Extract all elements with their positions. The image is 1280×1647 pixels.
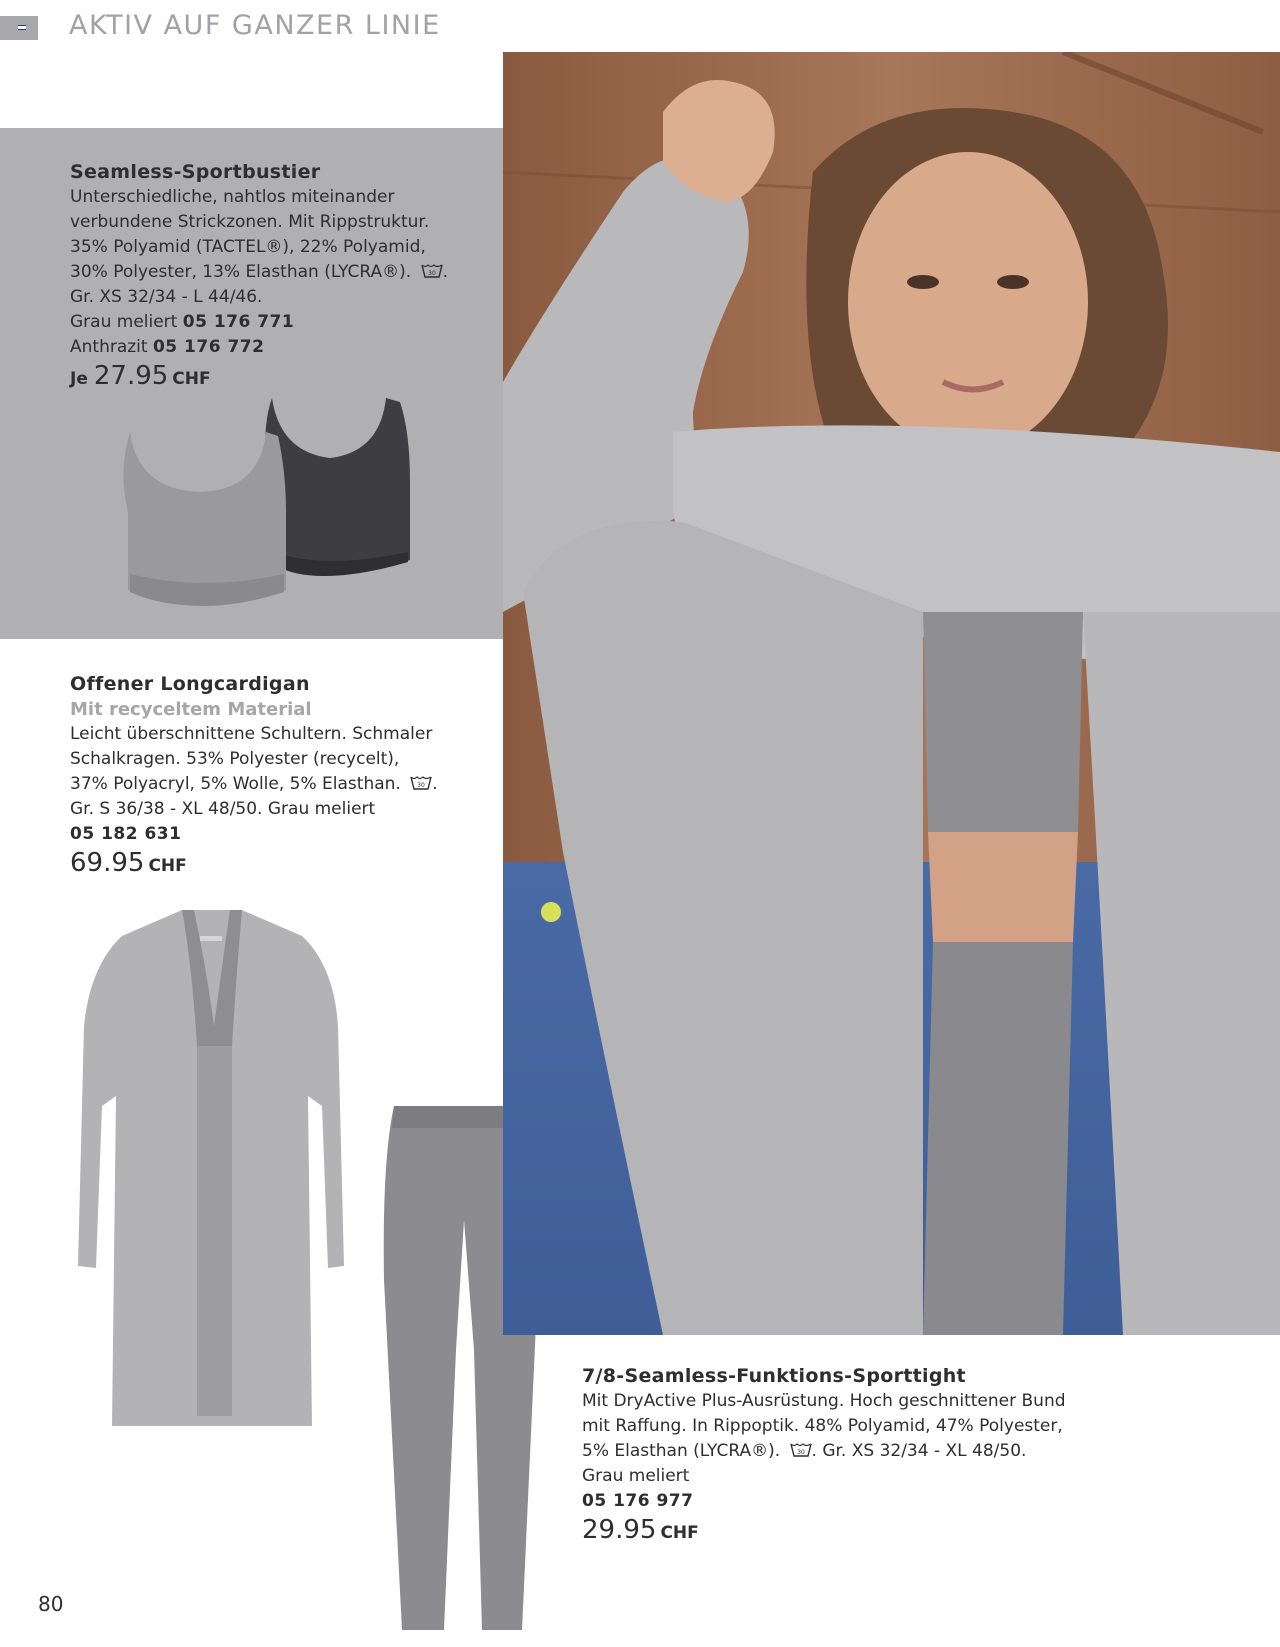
price-value: 27.95 [93, 361, 169, 391]
price-currency: CHF [172, 369, 211, 389]
tight-desc-3b: . Gr. XS 32/34 - XL 48/50. [811, 1441, 1027, 1461]
bustier-desc-4-end: . [442, 262, 448, 282]
wash-30-icon [790, 1442, 812, 1458]
cardigan-desc-1: Leicht überschnittene Schultern. Schmaler [70, 724, 433, 744]
cardigan-desc-3: 37% Polyacryl, 5% Wolle, 5% Elasthan. [70, 774, 401, 794]
cardigan-desc-3-end: . [432, 774, 438, 794]
cardigan-desc-2: Schalkragen. 53% Polyester (recycelt), [70, 749, 400, 769]
tight-desc-3-row [582, 1439, 1066, 1464]
bustier-product-image [110, 392, 440, 610]
bustier-price [70, 361, 448, 392]
tight-info [582, 1364, 1066, 1546]
wash-temp-label: 30 [417, 782, 426, 789]
price-value: 69.95 [70, 848, 145, 878]
tight-title: 7/8-Seamless-Funktions-Sporttight [582, 1365, 966, 1387]
bustier-variant-2 [70, 335, 448, 360]
price-value: 29.95 [582, 1515, 657, 1545]
bustier-info [70, 160, 448, 392]
tight-price [582, 1515, 1066, 1546]
bustier-desc-3: 35% Polyamid (TACTEL®), 22% Polyamid, [70, 237, 426, 257]
variant-label: Anthrazit [70, 337, 148, 357]
bustier-desc-4: 30% Polyester, 13% Elasthan (LYCRA®). [70, 262, 412, 282]
tight-desc-4: Grau meliert [582, 1466, 690, 1486]
section-title: AKTIV AUF GANZER LINIE [69, 10, 441, 41]
page-number: 80 [38, 1592, 64, 1616]
cardigan-product-image [72, 906, 352, 1431]
tight-desc-1: Mit DryActive Plus-Ausrüstung. Hoch geschnittener Bund [582, 1391, 1066, 1411]
price-currency: CHF [660, 1523, 699, 1543]
bustier-desc-1: Unterschiedliche, nahtlos miteinander [70, 187, 395, 207]
cardigan-title: Offener Longcardigan [70, 673, 310, 695]
wash-30-icon [421, 263, 443, 279]
price-prefix: Je [70, 369, 88, 389]
wash-30-icon [410, 775, 432, 791]
tight-desc-2: mit Raffung. In Rippoptik. 48% Polyamid, 47% Polyester, [582, 1416, 1063, 1436]
bustier-sizes: Gr. XS 32/34 - L 44/46. [70, 287, 263, 307]
bustier-variant-1 [70, 310, 448, 335]
section-tab [0, 16, 38, 40]
tight-desc-3a: 5% Elasthan (LYCRA®). [582, 1441, 781, 1461]
variant-label: Grau meliert [70, 312, 178, 332]
cardigan-desc-3-row [70, 772, 438, 797]
bustier-desc-2: verbundene Strickzonen. Mit Rippstruktur. [70, 212, 430, 232]
wash-temp-label: 30 [427, 270, 436, 277]
cardigan-desc-4: Gr. S 36/38 - XL 48/50. Grau meliert [70, 799, 376, 819]
price-currency: CHF [148, 856, 187, 876]
article-number: 05 176 771 [182, 312, 295, 332]
cardigan-price [70, 848, 438, 879]
model-photo [503, 52, 1280, 1335]
bustier-desc-4-row [70, 260, 448, 285]
article-number: 05 176 772 [152, 337, 265, 357]
wash-temp-label: 30 [796, 1449, 805, 1456]
cardigan-article: 05 182 631 [70, 824, 182, 844]
cardigan-subtitle: Mit recyceltem Material [70, 699, 312, 720]
tight-article: 05 176 977 [582, 1491, 694, 1511]
bustier-title: Seamless-Sportbustier [70, 161, 321, 183]
cardigan-info [70, 672, 438, 879]
